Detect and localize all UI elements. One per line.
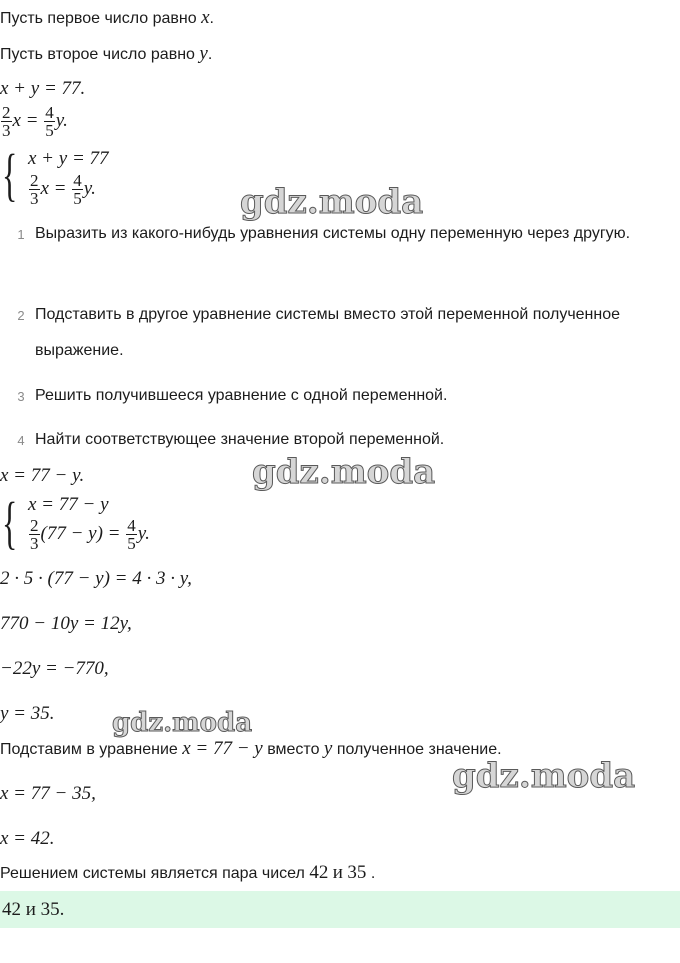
equation-ratio: $\frac{2}{3}$ x = $\frac{4}{5}$ y. xyxy=(2,103,68,140)
conclusion-sentence: Решением системы является пара чисел 42 и 35 . xyxy=(0,862,376,883)
step-number: 1 xyxy=(17,227,25,242)
equation-step-2: 770 − 10y = 12y, xyxy=(0,613,132,634)
equation-step-4: y = 35. xyxy=(0,703,55,724)
intro-line-1: Пусть первое число равно x. xyxy=(0,7,214,28)
fraction-two-thirds-system2: $\frac{2}{3}$ xyxy=(30,516,39,553)
step-text: Подставить в другое уравнение системы вместо этой переменной полученное выражение. xyxy=(35,306,621,359)
equation-step-6: x = 42. xyxy=(0,828,55,849)
system2-line2: $\frac{2}{3}$ (77 − y) = $\frac{4}{5}$ y. xyxy=(30,516,150,553)
system2-line1: x = 77 − y xyxy=(28,494,109,515)
system-brace-1: { xyxy=(2,142,18,207)
equation-sum: x + y = 77. xyxy=(0,78,86,99)
step-text: Решить получившееся уравнение с одной переменной. xyxy=(35,387,448,404)
fraction-four-fifths-system2: $\frac{4}{5}$ xyxy=(127,516,136,553)
answer-text: 42 и 35. xyxy=(2,899,65,920)
intro-line-2: Пусть второе число равно y. xyxy=(0,43,213,64)
equation-express: x = 77 − y. xyxy=(0,465,85,486)
answer-box xyxy=(0,891,680,928)
step-number: 4 xyxy=(17,433,25,448)
fraction-four-fifths: $\frac{4}{5}$ xyxy=(45,103,54,140)
equation-step-3: −22y = −770, xyxy=(0,658,109,679)
watermark-logo: gdz.moda xyxy=(452,756,636,796)
equation-step-5: x = 77 − 35, xyxy=(0,783,96,804)
step-number: 3 xyxy=(17,389,25,404)
substitute-sentence: Подставим в уравнение x = 77 − y вместо y полученное значение. xyxy=(0,738,502,759)
step-number: 2 xyxy=(17,308,25,323)
system1-line1: x + y = 77 xyxy=(28,148,109,169)
system1-line2: $\frac{2}{3}$ x = $\frac{4}{5}$ y. xyxy=(30,171,96,208)
watermark-logo: gdz.moda xyxy=(252,452,436,492)
fraction-two-thirds-system: $\frac{2}{3}$ xyxy=(30,171,39,208)
step-text: Выразить из какого-нибудь уравнения системы одну переменную через другую. xyxy=(35,225,631,242)
watermark-logo: gdz.moda xyxy=(240,182,424,222)
watermark-logo: gdz.moda xyxy=(112,708,253,738)
step-text: Найти соответствующее значение второй переменной. xyxy=(35,431,445,448)
equation-step-1: 2 · 5 · (77 − y) = 4 · 3 · y, xyxy=(0,568,192,589)
fraction-four-fifths-system: $\frac{4}{5}$ xyxy=(73,171,82,208)
fraction-two-thirds: $\frac{2}{3}$ xyxy=(2,103,11,140)
system-brace-2: { xyxy=(2,490,18,555)
